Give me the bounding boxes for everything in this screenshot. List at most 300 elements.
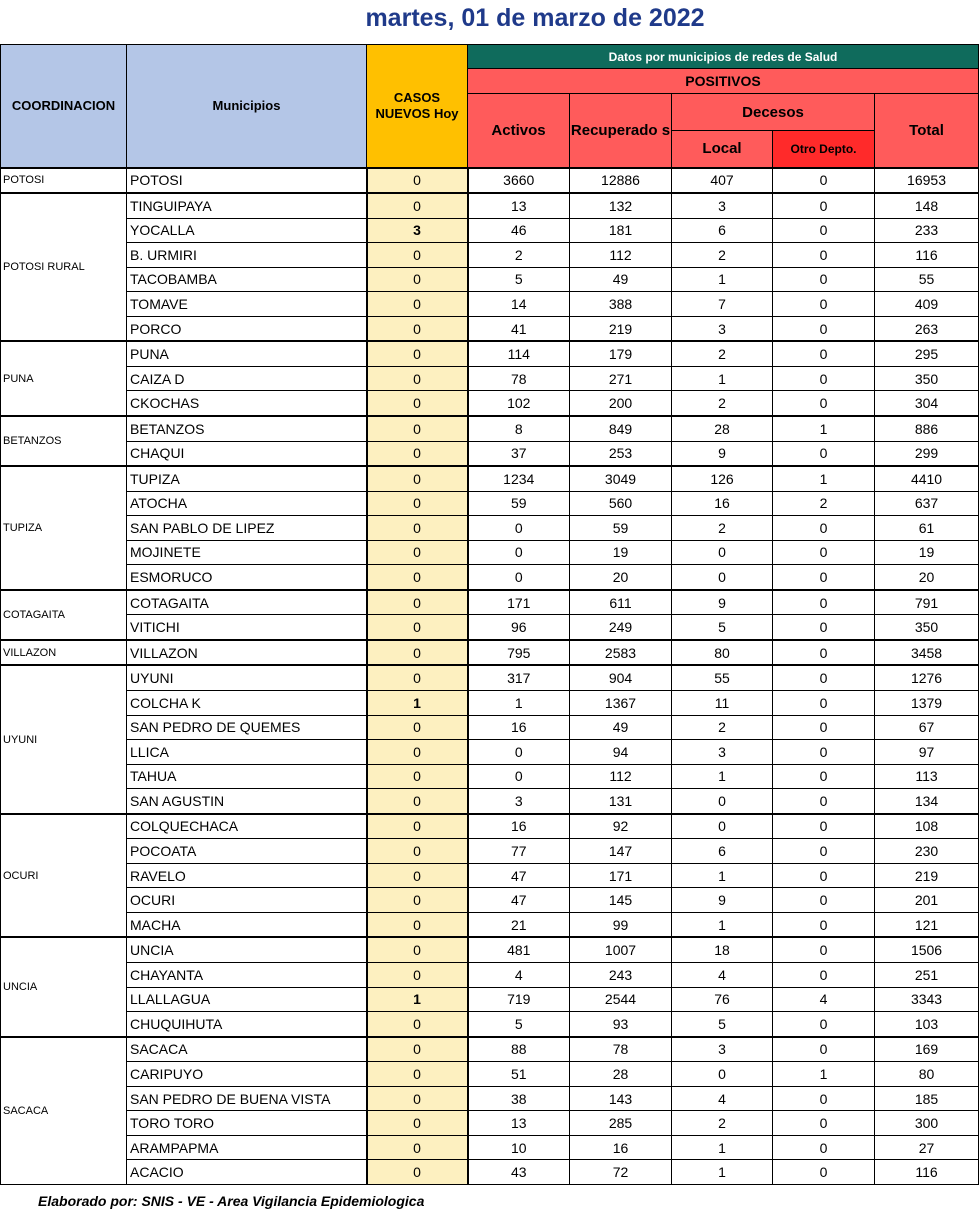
coordinacion-cell: COTAGAITA xyxy=(1,590,127,640)
header-activos: Activos xyxy=(468,94,570,168)
decesos-local-cell: 80 xyxy=(672,640,773,666)
decesos-otro-depto-cell: 0 xyxy=(773,715,875,740)
recuperados-cell: 243 xyxy=(570,963,672,988)
decesos-local-cell: 126 xyxy=(672,466,773,491)
casos-nuevos-cell: 3 xyxy=(367,218,468,243)
table-row xyxy=(1,366,979,391)
table-row xyxy=(1,839,979,864)
activos-cell: 8 xyxy=(468,416,570,441)
coordinacion-cell: VILLAZON xyxy=(1,640,127,666)
decesos-otro-depto-cell: 1 xyxy=(773,416,875,441)
total-cell: 791 xyxy=(875,590,979,615)
header-coordinacion: COORDINACION xyxy=(1,45,127,168)
table-row xyxy=(1,1111,979,1136)
table-row xyxy=(1,1062,979,1087)
total-cell: 1506 xyxy=(875,937,979,962)
decesos-otro-depto-cell: 0 xyxy=(773,316,875,341)
municipio-cell: BETANZOS xyxy=(127,416,367,441)
recuperados-cell: 3049 xyxy=(570,466,672,491)
decesos-otro-depto-cell: 0 xyxy=(773,540,875,565)
recuperados-cell: 388 xyxy=(570,292,672,317)
activos-cell: 171 xyxy=(468,590,570,615)
recuperados-cell: 132 xyxy=(570,193,672,218)
total-cell: 185 xyxy=(875,1086,979,1111)
municipio-cell: ACACIO xyxy=(127,1160,367,1185)
casos-nuevos-cell: 0 xyxy=(367,1160,468,1185)
table-row xyxy=(1,1086,979,1111)
decesos-local-cell: 4 xyxy=(672,1086,773,1111)
decesos-otro-depto-cell: 0 xyxy=(773,243,875,268)
casos-nuevos-cell: 0 xyxy=(367,516,468,541)
municipio-cell: SACACA xyxy=(127,1037,367,1062)
header-positivos: POSITIVOS xyxy=(468,69,979,94)
total-cell: 886 xyxy=(875,416,979,441)
table-row xyxy=(1,640,979,666)
recuperados-cell: 78 xyxy=(570,1037,672,1062)
casos-nuevos-cell: 0 xyxy=(367,193,468,218)
decesos-local-cell: 28 xyxy=(672,416,773,441)
activos-cell: 78 xyxy=(468,366,570,391)
table-row xyxy=(1,1012,979,1037)
casos-nuevos-cell: 0 xyxy=(367,292,468,317)
decesos-local-cell: 5 xyxy=(672,615,773,640)
total-cell: 116 xyxy=(875,243,979,268)
table-row xyxy=(1,740,979,765)
casos-nuevos-cell: 0 xyxy=(367,863,468,888)
decesos-otro-depto-cell: 0 xyxy=(773,1135,875,1160)
activos-cell: 0 xyxy=(468,540,570,565)
recuperados-cell: 1367 xyxy=(570,690,672,715)
recuperados-cell: 112 xyxy=(570,243,672,268)
recuperados-cell: 219 xyxy=(570,316,672,341)
recuperados-cell: 285 xyxy=(570,1111,672,1136)
decesos-local-cell: 1 xyxy=(672,267,773,292)
decesos-local-cell: 9 xyxy=(672,888,773,913)
total-cell: 299 xyxy=(875,441,979,466)
table-row xyxy=(1,341,979,366)
coordinacion-cell: POTOSI xyxy=(1,168,127,194)
total-cell: 55 xyxy=(875,267,979,292)
decesos-otro-depto-cell: 1 xyxy=(773,1062,875,1087)
table-row xyxy=(1,466,979,491)
recuperados-cell: 2583 xyxy=(570,640,672,666)
casos-nuevos-cell: 0 xyxy=(367,366,468,391)
total-cell: 230 xyxy=(875,839,979,864)
recuperados-cell: 1007 xyxy=(570,937,672,962)
recuperados-cell: 271 xyxy=(570,366,672,391)
activos-cell: 77 xyxy=(468,839,570,864)
recuperados-cell: 849 xyxy=(570,416,672,441)
casos-nuevos-cell: 0 xyxy=(367,590,468,615)
decesos-otro-depto-cell: 0 xyxy=(773,814,875,839)
recuperados-cell: 904 xyxy=(570,665,672,690)
total-cell: 300 xyxy=(875,1111,979,1136)
casos-nuevos-cell: 0 xyxy=(367,267,468,292)
total-cell: 113 xyxy=(875,764,979,789)
recuperados-cell: 49 xyxy=(570,267,672,292)
decesos-otro-depto-cell: 0 xyxy=(773,888,875,913)
activos-cell: 1 xyxy=(468,690,570,715)
activos-cell: 59 xyxy=(468,491,570,516)
municipio-cell: COTAGAITA xyxy=(127,590,367,615)
activos-cell: 0 xyxy=(468,764,570,789)
municipio-cell: OCURI xyxy=(127,888,367,913)
decesos-otro-depto-cell: 0 xyxy=(773,740,875,765)
casos-nuevos-cell: 0 xyxy=(367,1111,468,1136)
decesos-local-cell: 3 xyxy=(672,316,773,341)
table-row xyxy=(1,292,979,317)
coordinacion-cell: BETANZOS xyxy=(1,416,127,466)
activos-cell: 1234 xyxy=(468,466,570,491)
decesos-otro-depto-cell: 0 xyxy=(773,640,875,666)
decesos-local-cell: 55 xyxy=(672,665,773,690)
decesos-local-cell: 0 xyxy=(672,1062,773,1087)
activos-cell: 51 xyxy=(468,1062,570,1087)
total-cell: 103 xyxy=(875,1012,979,1037)
activos-cell: 3660 xyxy=(468,168,570,194)
municipio-cell: UNCIA xyxy=(127,937,367,962)
municipio-cell: ATOCHA xyxy=(127,491,367,516)
table-row xyxy=(1,441,979,466)
activos-cell: 317 xyxy=(468,665,570,690)
recuperados-cell: 147 xyxy=(570,839,672,864)
activos-cell: 16 xyxy=(468,715,570,740)
municipio-cell: MACHA xyxy=(127,912,367,937)
decesos-otro-depto-cell: 0 xyxy=(773,590,875,615)
coordinacion-cell: TUPIZA xyxy=(1,466,127,590)
decesos-otro-depto-cell: 4 xyxy=(773,987,875,1012)
decesos-otro-depto-cell: 0 xyxy=(773,168,875,194)
decesos-otro-depto-cell: 0 xyxy=(773,516,875,541)
activos-cell: 481 xyxy=(468,937,570,962)
casos-nuevos-cell: 0 xyxy=(367,740,468,765)
table-row xyxy=(1,218,979,243)
municipio-cell: TAHUA xyxy=(127,764,367,789)
header-local: Local xyxy=(672,131,773,168)
total-cell: 3343 xyxy=(875,987,979,1012)
total-cell: 116 xyxy=(875,1160,979,1185)
total-cell: 148 xyxy=(875,193,979,218)
casos-nuevos-cell: 0 xyxy=(367,1037,468,1062)
casos-nuevos-cell: 0 xyxy=(367,316,468,341)
total-cell: 304 xyxy=(875,391,979,416)
activos-cell: 2 xyxy=(468,243,570,268)
table-row xyxy=(1,888,979,913)
recuperados-cell: 131 xyxy=(570,789,672,814)
decesos-local-cell: 3 xyxy=(672,193,773,218)
table-row xyxy=(1,690,979,715)
total-cell: 61 xyxy=(875,516,979,541)
total-cell: 1276 xyxy=(875,665,979,690)
decesos-otro-depto-cell: 0 xyxy=(773,764,875,789)
decesos-local-cell: 2 xyxy=(672,516,773,541)
table-row xyxy=(1,416,979,441)
decesos-otro-depto-cell: 0 xyxy=(773,1111,875,1136)
decesos-local-cell: 3 xyxy=(672,740,773,765)
decesos-otro-depto-cell: 0 xyxy=(773,863,875,888)
municipio-cell: MOJINETE xyxy=(127,540,367,565)
recuperados-cell: 2544 xyxy=(570,987,672,1012)
decesos-local-cell: 2 xyxy=(672,243,773,268)
activos-cell: 0 xyxy=(468,565,570,590)
recuperados-cell: 49 xyxy=(570,715,672,740)
casos-nuevos-cell: 1 xyxy=(367,987,468,1012)
activos-cell: 719 xyxy=(468,987,570,1012)
total-cell: 27 xyxy=(875,1135,979,1160)
table-row xyxy=(1,1135,979,1160)
report-date-title: martes, 01 de marzo de 2022 xyxy=(365,4,705,32)
decesos-local-cell: 0 xyxy=(672,565,773,590)
decesos-otro-depto-cell: 1 xyxy=(773,466,875,491)
total-cell: 201 xyxy=(875,888,979,913)
decesos-local-cell: 1 xyxy=(672,912,773,937)
municipio-cell: CAIZA D xyxy=(127,366,367,391)
recuperados-cell: 179 xyxy=(570,341,672,366)
casos-nuevos-cell: 0 xyxy=(367,888,468,913)
recuperados-cell: 19 xyxy=(570,540,672,565)
total-cell: 20 xyxy=(875,565,979,590)
total-cell: 350 xyxy=(875,366,979,391)
activos-cell: 4 xyxy=(468,963,570,988)
header-datos-por-municipio: Datos por municipios de redes de Salud xyxy=(468,45,979,69)
table-row xyxy=(1,963,979,988)
casos-nuevos-cell: 0 xyxy=(367,1062,468,1087)
decesos-local-cell: 1 xyxy=(672,863,773,888)
casos-nuevos-cell: 0 xyxy=(367,963,468,988)
decesos-local-cell: 2 xyxy=(672,341,773,366)
municipio-cell: SAN PABLO DE LIPEZ xyxy=(127,516,367,541)
municipio-cell: VILLAZON xyxy=(127,640,367,666)
recuperados-cell: 253 xyxy=(570,441,672,466)
municipio-cell: CHAYANTA xyxy=(127,963,367,988)
total-cell: 251 xyxy=(875,963,979,988)
activos-cell: 14 xyxy=(468,292,570,317)
recuperados-cell: 560 xyxy=(570,491,672,516)
decesos-otro-depto-cell: 0 xyxy=(773,292,875,317)
coordinacion-cell: PUNA xyxy=(1,341,127,416)
decesos-local-cell: 1 xyxy=(672,764,773,789)
table-row xyxy=(1,912,979,937)
table-row xyxy=(1,243,979,268)
table-row xyxy=(1,937,979,962)
municipio-cell: TUPIZA xyxy=(127,466,367,491)
recuperados-cell: 181 xyxy=(570,218,672,243)
activos-cell: 13 xyxy=(468,1111,570,1136)
casos-nuevos-cell: 0 xyxy=(367,839,468,864)
decesos-local-cell: 1 xyxy=(672,1160,773,1185)
decesos-otro-depto-cell: 0 xyxy=(773,218,875,243)
decesos-otro-depto-cell: 0 xyxy=(773,937,875,962)
casos-nuevos-cell: 0 xyxy=(367,764,468,789)
activos-cell: 88 xyxy=(468,1037,570,1062)
activos-cell: 114 xyxy=(468,341,570,366)
total-cell: 19 xyxy=(875,540,979,565)
recuperados-cell: 143 xyxy=(570,1086,672,1111)
decesos-local-cell: 3 xyxy=(672,1037,773,1062)
decesos-otro-depto-cell: 0 xyxy=(773,690,875,715)
table-body xyxy=(1,168,979,1185)
header-recuperados: Recuperado s xyxy=(570,94,672,168)
municipio-cell: CHAQUI xyxy=(127,441,367,466)
casos-nuevos-cell: 0 xyxy=(367,1012,468,1037)
table-row xyxy=(1,814,979,839)
table-row xyxy=(1,863,979,888)
casos-nuevos-cell: 0 xyxy=(367,1135,468,1160)
header-total: Total xyxy=(875,94,979,168)
municipio-cell: ESMORUCO xyxy=(127,565,367,590)
municipio-cell: COLQUECHACA xyxy=(127,814,367,839)
recuperados-cell: 145 xyxy=(570,888,672,913)
municipio-cell: CKOCHAS xyxy=(127,391,367,416)
casos-nuevos-cell: 0 xyxy=(367,466,468,491)
activos-cell: 102 xyxy=(468,391,570,416)
municipio-cell: TINGUIPAYA xyxy=(127,193,367,218)
activos-cell: 5 xyxy=(468,1012,570,1037)
activos-cell: 38 xyxy=(468,1086,570,1111)
activos-cell: 41 xyxy=(468,316,570,341)
coordinacion-cell: UYUNI xyxy=(1,665,127,813)
municipio-cell: POTOSI xyxy=(127,168,367,194)
recuperados-cell: 92 xyxy=(570,814,672,839)
total-cell: 3458 xyxy=(875,640,979,666)
activos-cell: 47 xyxy=(468,863,570,888)
decesos-otro-depto-cell: 0 xyxy=(773,1086,875,1111)
municipio-cell: B. URMIRI xyxy=(127,243,367,268)
decesos-otro-depto-cell: 0 xyxy=(773,912,875,937)
decesos-otro-depto-cell: 0 xyxy=(773,789,875,814)
table-row xyxy=(1,565,979,590)
table-row xyxy=(1,1037,979,1062)
recuperados-cell: 94 xyxy=(570,740,672,765)
casos-nuevos-cell: 0 xyxy=(367,341,468,366)
municipio-cell: SAN AGUSTIN xyxy=(127,789,367,814)
activos-cell: 43 xyxy=(468,1160,570,1185)
total-cell: 80 xyxy=(875,1062,979,1087)
recuperados-cell: 93 xyxy=(570,1012,672,1037)
recuperados-cell: 16 xyxy=(570,1135,672,1160)
table-row xyxy=(1,491,979,516)
covid-cases-table xyxy=(0,44,979,1185)
municipio-cell: PORCO xyxy=(127,316,367,341)
decesos-local-cell: 5 xyxy=(672,1012,773,1037)
municipio-cell: TOMAVE xyxy=(127,292,367,317)
table-row xyxy=(1,789,979,814)
casos-nuevos-cell: 1 xyxy=(367,690,468,715)
municipio-cell: LLICA xyxy=(127,740,367,765)
decesos-otro-depto-cell: 0 xyxy=(773,665,875,690)
decesos-local-cell: 11 xyxy=(672,690,773,715)
decesos-local-cell: 1 xyxy=(672,366,773,391)
activos-cell: 10 xyxy=(468,1135,570,1160)
decesos-local-cell: 7 xyxy=(672,292,773,317)
municipio-cell: ARAMPAPMA xyxy=(127,1135,367,1160)
decesos-local-cell: 18 xyxy=(672,937,773,962)
coordinacion-cell: SACACA xyxy=(1,1037,127,1185)
decesos-otro-depto-cell: 0 xyxy=(773,1012,875,1037)
municipio-cell: SAN PEDRO DE BUENA VISTA xyxy=(127,1086,367,1111)
casos-nuevos-cell: 0 xyxy=(367,937,468,962)
decesos-otro-depto-cell: 0 xyxy=(773,1160,875,1185)
decesos-otro-depto-cell: 0 xyxy=(773,441,875,466)
municipio-cell: TACOBAMBA xyxy=(127,267,367,292)
table-row xyxy=(1,665,979,690)
table-row xyxy=(1,391,979,416)
casos-nuevos-cell: 0 xyxy=(367,1086,468,1111)
recuperados-cell: 72 xyxy=(570,1160,672,1185)
activos-cell: 3 xyxy=(468,789,570,814)
total-cell: 233 xyxy=(875,218,979,243)
decesos-otro-depto-cell: 0 xyxy=(773,193,875,218)
total-cell: 134 xyxy=(875,789,979,814)
municipio-cell: UYUNI xyxy=(127,665,367,690)
activos-cell: 13 xyxy=(468,193,570,218)
activos-cell: 47 xyxy=(468,888,570,913)
table-row xyxy=(1,615,979,640)
table-row xyxy=(1,267,979,292)
table-row xyxy=(1,193,979,218)
casos-nuevos-cell: 0 xyxy=(367,665,468,690)
casos-nuevos-cell: 0 xyxy=(367,640,468,666)
footer-credit: Elaborado por: SNIS - VE - Area Vigilancia Epidemiologica xyxy=(38,1193,425,1209)
total-cell: 409 xyxy=(875,292,979,317)
municipio-cell: YOCALLA xyxy=(127,218,367,243)
decesos-otro-depto-cell: 0 xyxy=(773,565,875,590)
table-row xyxy=(1,316,979,341)
header-otro-depto: Otro Depto. xyxy=(773,131,875,168)
municipio-cell: SAN PEDRO DE QUEMES xyxy=(127,715,367,740)
recuperados-cell: 59 xyxy=(570,516,672,541)
activos-cell: 16 xyxy=(468,814,570,839)
decesos-local-cell: 0 xyxy=(672,540,773,565)
table-row xyxy=(1,764,979,789)
total-cell: 4410 xyxy=(875,466,979,491)
municipio-cell: CARIPUYO xyxy=(127,1062,367,1087)
coordinacion-cell: UNCIA xyxy=(1,937,127,1036)
recuperados-cell: 249 xyxy=(570,615,672,640)
decesos-local-cell: 2 xyxy=(672,391,773,416)
casos-nuevos-cell: 0 xyxy=(367,391,468,416)
casos-nuevos-cell: 0 xyxy=(367,416,468,441)
casos-nuevos-cell: 0 xyxy=(367,814,468,839)
total-cell: 16953 xyxy=(875,168,979,194)
decesos-local-cell: 16 xyxy=(672,491,773,516)
decesos-local-cell: 9 xyxy=(672,590,773,615)
activos-cell: 5 xyxy=(468,267,570,292)
recuperados-cell: 12886 xyxy=(570,168,672,194)
decesos-local-cell: 0 xyxy=(672,814,773,839)
table-row xyxy=(1,516,979,541)
casos-nuevos-cell: 0 xyxy=(367,243,468,268)
casos-nuevos-cell: 0 xyxy=(367,168,468,194)
header-municipios: Municipios xyxy=(127,45,367,168)
casos-nuevos-cell: 0 xyxy=(367,912,468,937)
total-cell: 108 xyxy=(875,814,979,839)
total-cell: 637 xyxy=(875,491,979,516)
municipio-cell: VITICHI xyxy=(127,615,367,640)
recuperados-cell: 99 xyxy=(570,912,672,937)
municipio-cell: COLCHA K xyxy=(127,690,367,715)
decesos-local-cell: 6 xyxy=(672,839,773,864)
decesos-local-cell: 4 xyxy=(672,963,773,988)
casos-nuevos-cell: 0 xyxy=(367,565,468,590)
municipio-cell: LLALLAGUA xyxy=(127,987,367,1012)
municipio-cell: TORO TORO xyxy=(127,1111,367,1136)
total-cell: 121 xyxy=(875,912,979,937)
municipio-cell: RAVELO xyxy=(127,863,367,888)
decesos-otro-depto-cell: 2 xyxy=(773,491,875,516)
decesos-otro-depto-cell: 0 xyxy=(773,366,875,391)
decesos-otro-depto-cell: 0 xyxy=(773,963,875,988)
